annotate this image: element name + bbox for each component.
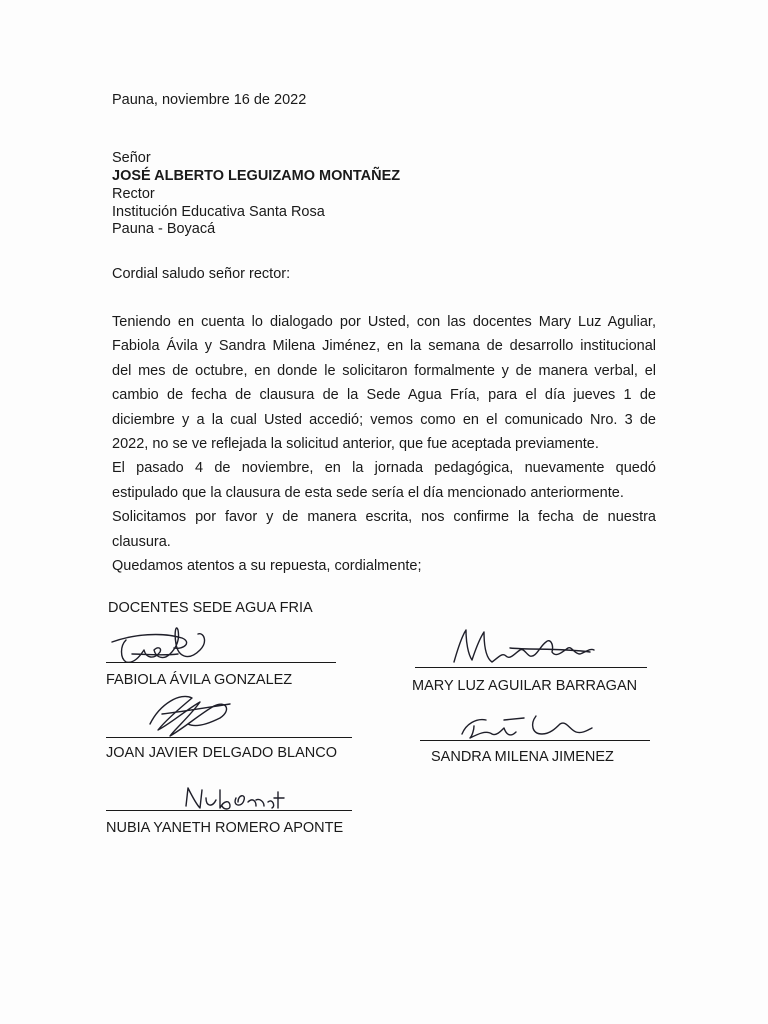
- signature-joan-delgado: [140, 684, 250, 744]
- signature-mary-luz-aguilar: [440, 618, 610, 678]
- body-line: Teniendo en cuenta lo dialogado por Usted, con las docentes Mary Luz Aguliar,: [112, 314, 656, 330]
- body-line: estipulado que la clausura de esta sede sería el día mencionado anteriormente.: [112, 484, 624, 501]
- recipient-salutation-title: Señor: [112, 150, 151, 166]
- recipient-location: Pauna - Boyacá: [112, 221, 216, 237]
- body-line: El pasado 4 de noviembre, en la jornada pedagógica, nuevamente quedó: [112, 460, 656, 477]
- signatory-name-nubia: NUBIA YANETH ROMERO APONTE: [106, 820, 344, 836]
- greeting: Cordial saludo señor rector:: [112, 266, 291, 282]
- signature-line-mary-luz: [415, 667, 647, 668]
- date-line: Pauna, noviembre 16 de 2022: [112, 92, 307, 108]
- recipient-name: JOSÉ ALBERTO LEGUIZAMO MONTAÑEZ: [112, 168, 401, 184]
- body-line: diciembre y a la cual Usted accedió; vemos como en el comunicado Nro. 3 de: [112, 411, 656, 428]
- body-line: del mes de octubre, en donde le solicitaron formalmente y de manera verbal, el: [112, 362, 656, 379]
- signatory-name-fabiola: FABIOLA ÁVILA GONZALEZ: [106, 672, 293, 688]
- body-line: clausura.: [112, 533, 171, 550]
- body-line: 2022, no se ve reflejada la solicitud anterior, que fue aceptada previamente.: [112, 435, 599, 452]
- body-line: Solicitamos por favor y de manera escrita, nos confirme la fecha de nuestra: [112, 509, 656, 526]
- body-line: Quedamos atentos a su repuesta, cordialmente;: [112, 557, 422, 574]
- signature-line-joan: [106, 737, 352, 738]
- signature-line-sandra: [420, 740, 650, 741]
- body-line: Fabiola Ávila y Sandra Milena Jiménez, en la semana de desarrollo institucional: [112, 338, 656, 355]
- body-line: cambio de fecha de clausura de la Sede Agua Fría, para el día jueves 1 de: [112, 387, 656, 404]
- signature-line-fabiola: [106, 662, 336, 663]
- signature-line-nubia: [106, 810, 352, 811]
- letter-body: [112, 310, 656, 578]
- signatories-heading: DOCENTES SEDE AGUA FRIA: [108, 600, 313, 616]
- signatory-name-sandra: SANDRA MILENA JIMENEZ: [431, 749, 614, 765]
- recipient-position: Rector: [112, 186, 155, 202]
- signatory-name-mary-luz: MARY LUZ AGUILAR BARRAGAN: [412, 678, 638, 694]
- signatory-name-joan: JOAN JAVIER DELGADO BLANCO: [106, 745, 337, 761]
- recipient-institution: Institución Educativa Santa Rosa: [112, 204, 325, 220]
